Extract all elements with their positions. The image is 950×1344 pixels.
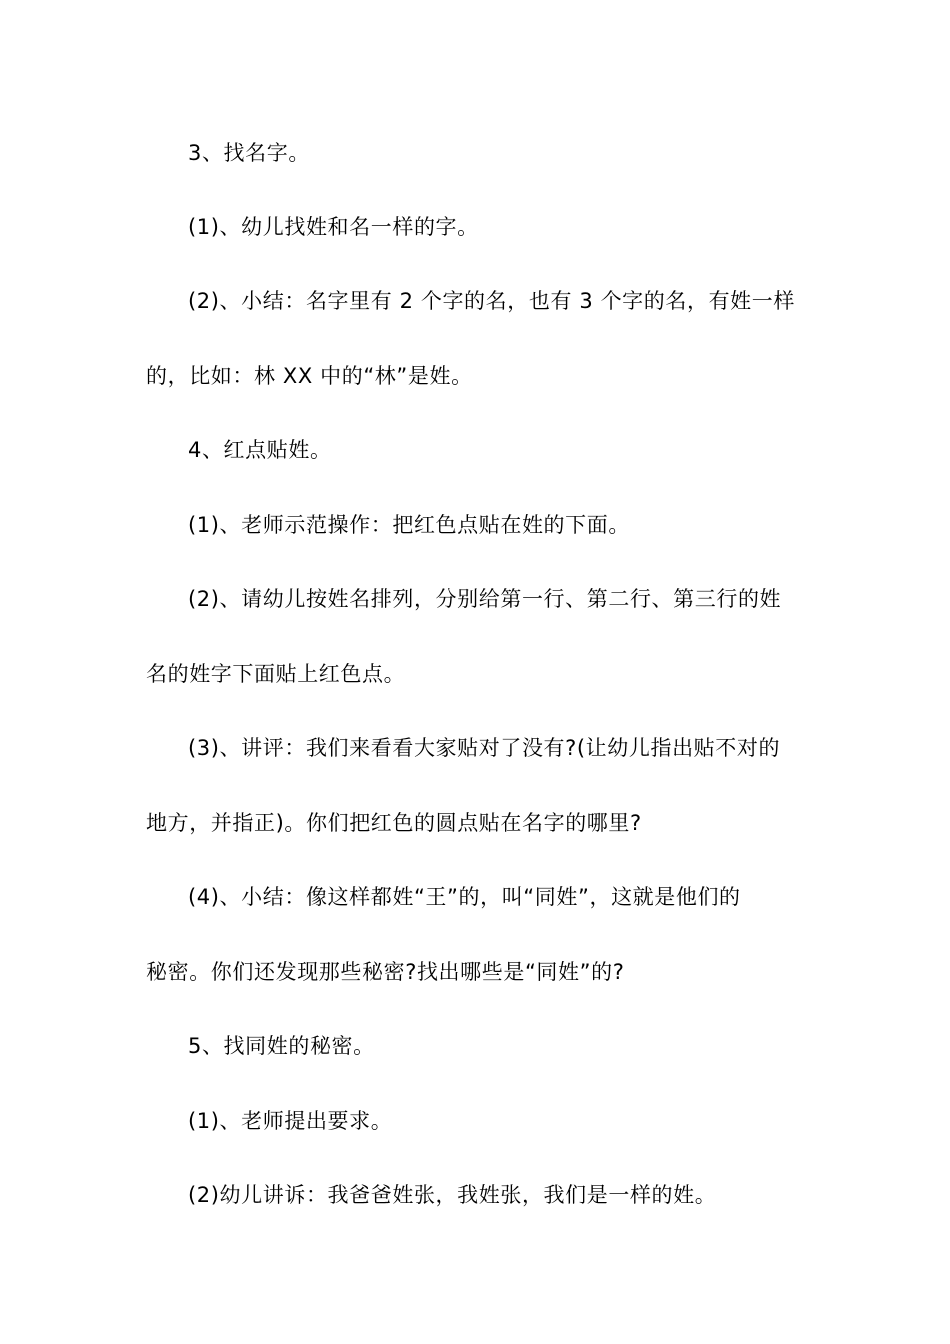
step-4-item-1: (1)、老师示范操作：把红色点贴在姓的下面。 (188, 513, 630, 537)
step-4-item-3-line-1: (3)、讲评：我们来看看大家贴对了没有?(让幼儿指出贴不对的 (188, 736, 781, 760)
step-4-heading: 4、红点贴姓。 (188, 438, 332, 462)
step-3-item-2-line-1: (2)、小结：名字里有 2 个字的名，也有 3 个字的名，有姓一样 (188, 289, 795, 313)
step-4-item-2-line-1: (2)、请幼儿按姓名排列，分别给第一行、第二行、第三行的姓 (188, 587, 782, 611)
step-4-item-3-line-2: 地方，并指正)。你们把红色的圆点贴在名字的哪里? (146, 811, 642, 835)
step-3-heading: 3、找名字。 (188, 141, 310, 165)
step-4-item-4-line-2: 秘密。你们还发现那些秘密?找出哪些是“同姓”的? (146, 960, 625, 984)
step-5-item-2: (2)幼儿讲诉：我爸爸姓张，我姓张，我们是一样的姓。 (188, 1183, 717, 1207)
step-3-item-2-line-2: 的，比如：林 XX 中的“林”是姓。 (146, 364, 473, 388)
step-4-item-4-line-1: (4)、小结：像这样都姓“王”的，叫“同姓”，这就是他们的 (188, 885, 741, 909)
step-3-item-1: (1)、幼儿找姓和名一样的字。 (188, 215, 479, 239)
step-5-heading: 5、找同姓的秘密。 (188, 1034, 375, 1058)
step-5-item-1: (1)、老师提出要求。 (188, 1109, 393, 1133)
step-4-item-2-line-2: 名的姓字下面贴上红色点。 (146, 662, 406, 686)
